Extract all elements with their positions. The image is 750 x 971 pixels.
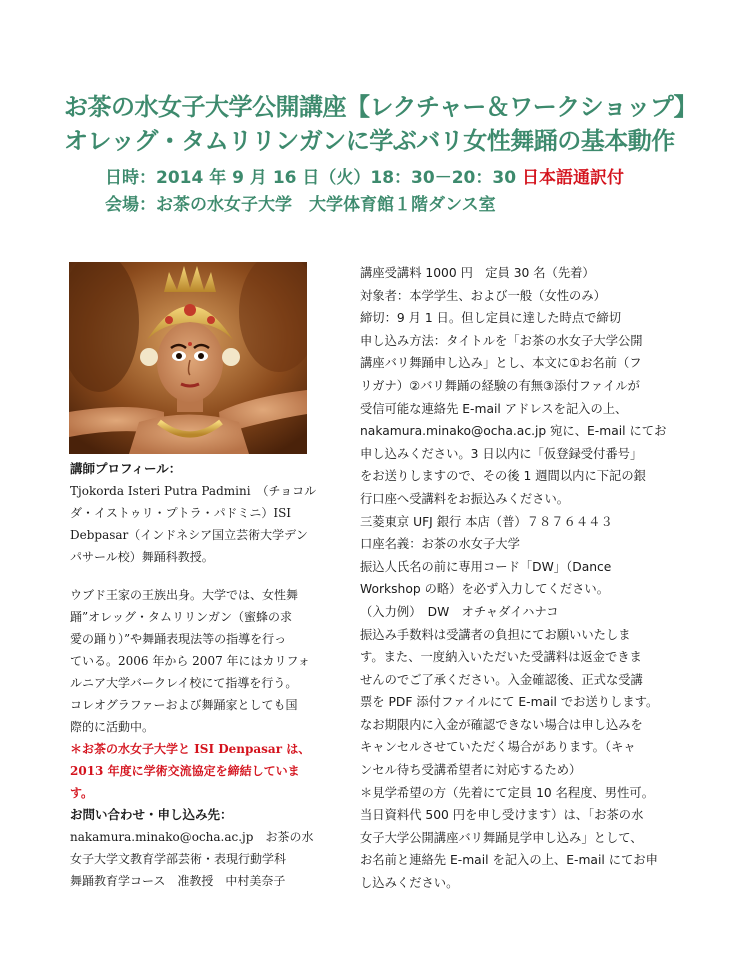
detail-line: 振込人氏名の前に専用コード「DW」（Dance: [360, 559, 612, 574]
detail-line: キャンセルさせていただく場合があります。（キャ: [360, 740, 636, 755]
detail-line: 口座名義：お茶の水女子大学: [360, 537, 520, 552]
bio-line: 踊”オレッグ・タムリリンガン（蜜蜂の求: [70, 610, 293, 624]
detail-line: リガナ）②バリ舞踊の経験の有無③添付ファイルが: [360, 378, 640, 393]
bio-line: ウブド王家の王族出身。大学では、女性舞: [70, 588, 299, 602]
contact-heading: お問い合わせ・申し込み先：: [70, 807, 233, 822]
event-venue: 会場：お茶の水女子大学 大学体育館１階ダンス室: [105, 195, 496, 215]
detail-line: nakamura.minako@ocha.ac.jp 宛に、E-mail にてお: [360, 424, 667, 439]
dancer-photo: [69, 262, 307, 454]
left-column: [70, 458, 332, 892]
detail-line: 票を PDF 添付ファイルにて E-mail でお送りします。: [360, 695, 659, 710]
contact-line: 女子大学文教育学部芸術・表現行動学科: [70, 852, 287, 866]
agreement-line: す。: [70, 786, 94, 800]
agreement-line: 2013 年度に学術交流協定を締結していま: [70, 764, 300, 778]
detail-line: Workshop の略）を必ず入力してください。: [360, 582, 610, 597]
profile-line: Tjokorda Isteri Putra Padmini （チョコル: [70, 484, 317, 498]
detail-line: 受信可能な連絡先 E-mail アドレスを記入の上、: [360, 401, 628, 416]
title-block: [64, 90, 704, 158]
detail-line: し込みください。: [360, 876, 459, 891]
detail-line: お名前と連絡先 E-mail を記入の上、E-mail にてお申: [360, 853, 658, 868]
detail-line: す。また、一度納入いただいた受講料は返金できま: [360, 650, 642, 665]
detail-line: ンセル待ち受講希望者に対応するため）: [360, 763, 582, 778]
bio-line: 際的に活動中。: [70, 720, 155, 734]
interpretation-note: 日本語通訳付: [521, 168, 624, 188]
spacer: [70, 568, 332, 584]
profile-line: パサール校）舞踊科教授。: [70, 550, 214, 564]
detail-line: をお送りしますので、その後 1 週間以内に下記の銀: [360, 469, 646, 484]
right-column: [360, 262, 690, 895]
detail-line: 行口座へ受講料をお振込みください。: [360, 491, 570, 506]
contact-line: nakamura.minako@ocha.ac.jp お茶の水: [70, 830, 314, 844]
balinese-dancer-illustration: [69, 262, 307, 454]
bio-line: ている。2006 年から 2007 年にはカリフォ: [70, 654, 310, 668]
detail-line: 講座受講料 1000 円 定員 30 名（先着）: [360, 266, 595, 280]
detail-line: 女子大学公開講座バリ舞踊見学申し込み」として、: [360, 830, 643, 845]
bio-line: ルニア大学バークレイ校にて指導を行う。: [70, 676, 298, 690]
detail-line: ＊見学希望の方（先着にて定員 10 名程度、男性可。: [360, 785, 654, 800]
detail-line: 三菱東京 UFJ 銀行 本店（普）７８７６４４３: [360, 514, 613, 529]
event-date: [105, 166, 624, 190]
detail-line: 申し込みください。3 日以内に「仮登録受付番号」: [360, 446, 643, 461]
detail-line: 振込み手数料は受講者の負担にてお願いいたしま: [360, 627, 631, 642]
detail-line: 締切：9 月 1 日。但し定員に達した時点で締切: [360, 311, 622, 326]
bio-line: コレオグラファーおよび舞踊家としても国: [70, 698, 298, 712]
profile-line: Debpasar（インドネシア国立芸術大学デン: [70, 528, 308, 542]
detail-line: 対象者：本学学生、および一般（女性のみ）: [360, 288, 606, 303]
page-subtitle: オレッグ・タムリリンガンに学ぶバリ女性舞踊の基本動作: [64, 127, 675, 155]
detail-line: （入力例） DW オチャダイハナコ: [360, 604, 559, 619]
detail-line: 講座バリ舞踊申し込み」とし、本文に①お名前（フ: [360, 356, 642, 371]
detail-line: せんのでご了承ください。入金確認後、正式な受講: [360, 672, 643, 687]
detail-line: なお期限内に入金が確認できない場合は申し込みを: [360, 717, 643, 732]
date-text: 日時：2014 年 9 月 16 日（火）18：30－20：30: [105, 168, 517, 188]
contact-line: 舞踊教育学コース 准教授 中村美奈子: [70, 874, 286, 888]
bio-line: 愛の踊り）”や舞踊表現法等の指導を行っ: [70, 632, 287, 646]
profile-line: ダ・イストゥリ・プトラ・パドミニ）ISI: [70, 506, 292, 520]
instructor-heading: 講師プロフィール：: [70, 461, 182, 476]
agreement-line: ＊お茶の水女子大学と ISI Denpasar は、: [70, 742, 311, 756]
page-title: お茶の水女子大学公開講座【レクチャー＆ワークショップ】: [64, 93, 698, 121]
detail-line: 申し込み方法：タイトルを「お茶の水女子大学公開: [360, 333, 643, 348]
detail-line: 当日資料代 500 円を申し受けます）は、「お茶の水: [360, 808, 644, 823]
